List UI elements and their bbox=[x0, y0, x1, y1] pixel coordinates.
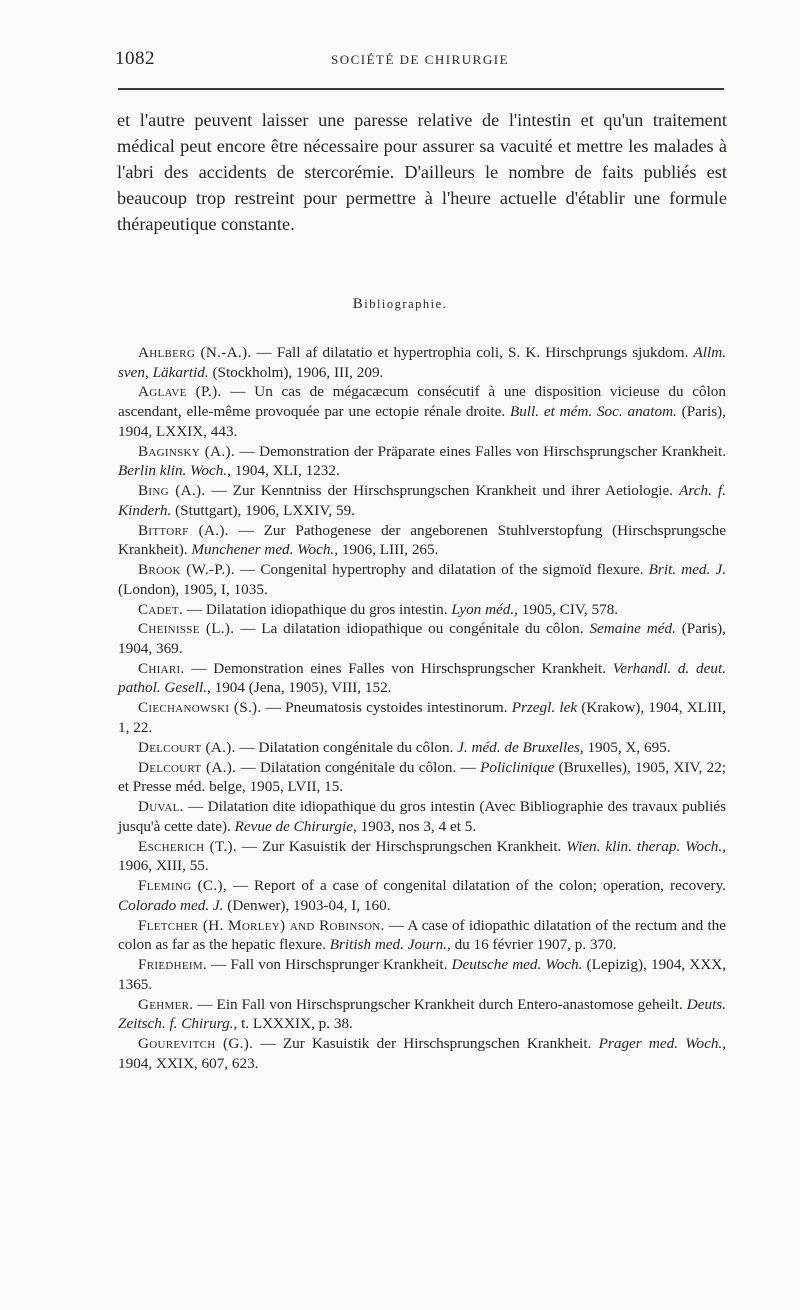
entry-source: , t. LXXXIX, p. 38. bbox=[233, 1015, 353, 1033]
entry-author: Cheinisse (L.). bbox=[138, 620, 235, 638]
entry-title: — Un cas de mégacæcum consécutif à une disposition vicieuse du côlon ascendant, elle-même provoquée par une ectopie rénale droite. bbox=[118, 383, 726, 421]
entry-title: — Zur Kasuistik der Hirschsprungschen Krankheit. bbox=[236, 837, 567, 855]
bibliography-heading: Bibliographie. bbox=[352, 296, 448, 312]
bibliography-entry bbox=[118, 560, 726, 599]
entry-source: , 1904 (Jena, 1905), VIII, 152. bbox=[207, 679, 392, 697]
entry-source: (Stockholm), 1906, III, 209. bbox=[208, 363, 384, 381]
entry-journal: Brit. med. J. bbox=[648, 561, 727, 579]
entry-journal: Prager med. Woch. bbox=[598, 1035, 723, 1053]
entry-source: (Paris), 1904, 369. bbox=[118, 620, 726, 657]
entry-source: , 1905, X, 695. bbox=[579, 738, 671, 756]
entry-author: Escherich (T.). bbox=[138, 837, 237, 855]
entry-journal: Berlin klin. Woch. bbox=[118, 462, 228, 480]
entry-source: , 1904, XXIX, 607, 623. bbox=[118, 1035, 727, 1072]
bibliography-entry bbox=[118, 758, 726, 797]
entry-author: Fleming (C.), bbox=[138, 877, 227, 895]
header-rule bbox=[118, 88, 724, 90]
bibliography-entry bbox=[118, 521, 726, 560]
bibliography-entry bbox=[118, 382, 726, 441]
bibliography-entry bbox=[118, 619, 726, 658]
entry-source: , 1904, XLI, 1232. bbox=[227, 462, 340, 480]
entry-source: , 1906, LIII, 265. bbox=[334, 541, 439, 559]
bibliography-entry bbox=[118, 955, 726, 994]
entry-title: — Dilatation idiopathique du gros intestin. bbox=[183, 600, 452, 618]
entry-journal: Bull. et mém. Soc. anatom. bbox=[509, 403, 677, 421]
entry-title: — Fall von Hirschsprunger Krankheit. bbox=[207, 956, 452, 974]
entry-journal: Arch. f. Kinderh. bbox=[118, 482, 726, 519]
entry-title: — Dilatation congénitale du côlon. bbox=[235, 738, 458, 756]
bibliography-entry bbox=[118, 659, 726, 698]
bibliography-list bbox=[118, 343, 726, 1074]
bibliography-entry bbox=[118, 1034, 726, 1073]
bibliography-entry bbox=[118, 876, 726, 915]
bibliography-entry bbox=[118, 343, 726, 382]
entry-journal: Allm. sven, Läkartid. bbox=[118, 344, 726, 381]
entry-source: (Lepizig), 1904, XXX, 1365. bbox=[118, 956, 726, 993]
bibliography-entry bbox=[118, 481, 726, 520]
entry-title: — Report of a case of congenital dilatation of the colon; operation, recovery. bbox=[226, 877, 726, 895]
entry-author: Bing (A.). bbox=[138, 482, 206, 500]
entry-source: (Denwer), 1903-04, I, 160. bbox=[223, 896, 391, 914]
entry-source: , 1905, CIV, 578. bbox=[514, 600, 619, 618]
running-head: SOCIÉTÉ DE CHIRURGIE bbox=[330, 52, 510, 67]
body-paragraph: et l'autre peuvent laisser une paresse relative de l'intestin et qu'un traitement médical peut encore être nécessaire pour assurer sa vacuité et mettre les malades à l'abri des accidents de stercorémie. D'ailleurs le nombre de faits publiés est beaucoup trop restreint pour permettre à l'heure actuelle d'établir une formule thérapeutique constante. bbox=[117, 110, 727, 234]
entry-title: — Pneumatosis cystoides intestinorum. bbox=[261, 699, 512, 717]
bibliography-entry bbox=[118, 837, 726, 876]
entry-title: — Fall af dilatatio et hypertrophia coli, S. K. Hirschprungs sjukdom. bbox=[251, 344, 694, 361]
entry-source: (Krakow), 1904, XLIII, 1, 22. bbox=[118, 699, 726, 736]
entry-source: , 1906, XIII, 55. bbox=[118, 837, 726, 875]
entry-author: Duval. bbox=[138, 798, 184, 816]
bibliography-entry bbox=[118, 442, 726, 481]
entry-journal: Policlinique bbox=[480, 758, 555, 776]
entry-title: — Ein Fall von Hirschsprungscher Krankheit durch Entero-anastomose geheilt. bbox=[193, 995, 687, 1013]
entry-author: Friedheim. bbox=[138, 956, 208, 974]
entry-source: (Bruxelles), 1905, XIV, 22; et Presse méd. belge, 1905, LVII, 15. bbox=[118, 758, 727, 796]
entry-title: — Dilatation dite idiopathique du gros intestin (Avec Bibliographie des travaux publiés jusqu'à cette date). bbox=[118, 798, 726, 835]
entry-title: — Demonstration eines Falles von Hirschsprungscher Krankheit. bbox=[184, 659, 613, 677]
entry-source: (Paris), 1904, LXXIX, 443. bbox=[118, 403, 726, 440]
entry-journal: J. méd. de Bruxelles bbox=[457, 738, 580, 756]
page-header bbox=[115, 48, 725, 70]
entry-title: — Congenital hypertrophy and dilatation of the sigmoïd flexure. bbox=[234, 561, 649, 579]
bibliography-entry bbox=[118, 995, 726, 1034]
entry-title: — Demonstration der Präparate eines Falles von Hirschsprungscher Krankheit. bbox=[234, 442, 726, 460]
entry-author: Bittorf (A.). bbox=[138, 521, 229, 539]
entry-journal: Colorado med. J. bbox=[118, 896, 224, 914]
entry-author: Gourevitch (G.). bbox=[138, 1035, 254, 1053]
entry-title: — Zur Pathogenese der angeborenen Stuhlverstopfung (Hirschsprungsche Krankheit). bbox=[118, 521, 726, 559]
entry-author: Delcourt (A.). bbox=[138, 738, 236, 756]
entry-source: , 1903, nos 3, 4 et 5. bbox=[352, 817, 477, 835]
entry-author: Delcourt (A.). bbox=[138, 758, 237, 776]
entry-journal: British med. Journ. bbox=[329, 936, 447, 954]
entry-author: Gehmer. bbox=[138, 995, 194, 1013]
entry-author: Aglave (P.). bbox=[138, 383, 222, 401]
entry-journal: Verhandl. d. deut. pathol. Gesell. bbox=[118, 659, 726, 697]
bibliography-entry bbox=[118, 916, 726, 955]
entry-source: (Stuttgart), 1906, LXXIV, 59. bbox=[171, 501, 355, 519]
entry-journal: Revue de Chirurgie bbox=[234, 817, 353, 835]
entry-title: — Zur Kenntniss der Hirschsprungschen Krankheit und ihrer Aetiologie. bbox=[205, 482, 680, 500]
bibliography-entry bbox=[118, 797, 726, 836]
entry-journal: Wien. klin. therap. Woch. bbox=[566, 837, 723, 855]
entry-author: Cadet. bbox=[138, 600, 184, 618]
entry-journal: Deutsche med. Woch. bbox=[451, 956, 583, 974]
entry-journal: Semaine méd. bbox=[589, 620, 676, 638]
entry-journal: Deuts. Zeitsch. f. Chirurg. bbox=[118, 995, 726, 1033]
entry-title: — Zur Kasuistik der Hirschsprungschen Krankheit. bbox=[253, 1035, 599, 1053]
entry-title: — Dilatation congénitale du côlon. — bbox=[236, 758, 481, 776]
entry-source: (London), 1905, I, 1035. bbox=[118, 580, 268, 598]
bibliography-entry bbox=[118, 738, 726, 758]
entry-journal: Przegl. lek bbox=[511, 699, 578, 717]
entry-author: Baginsky (A.). bbox=[138, 442, 235, 460]
entry-journal: Munchener med. Woch. bbox=[191, 541, 335, 559]
bibliography-entry bbox=[118, 698, 726, 737]
entry-author: Ahlberg (N.-A.). bbox=[138, 344, 252, 361]
entry-journal: Lyon méd. bbox=[451, 600, 515, 618]
entry-author: Ciechanowski (S.). bbox=[138, 699, 262, 717]
page-number: 1082 bbox=[115, 48, 155, 69]
entry-author: Brook (W.-P.). bbox=[138, 561, 235, 579]
entry-title: — La dilatation idiopathique ou congénitale du côlon. bbox=[234, 620, 590, 638]
entry-author: Chiari. bbox=[138, 659, 185, 677]
bibliography-entry bbox=[118, 600, 726, 620]
entry-source: , du 16 février 1907, p. 370. bbox=[446, 936, 617, 954]
entry-author: Fletcher (H. Morley) and Robinson. bbox=[138, 916, 385, 934]
entry-title: — A case of idiopathic dilatation of the rectum and the colon as far as the hepatic flexure. bbox=[118, 916, 726, 954]
